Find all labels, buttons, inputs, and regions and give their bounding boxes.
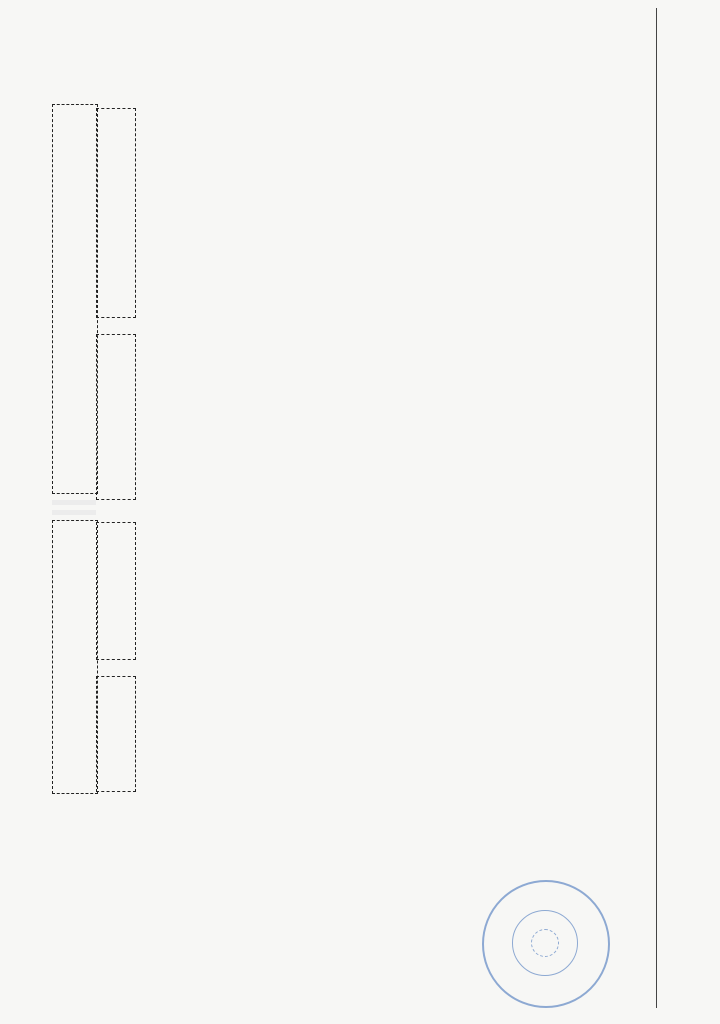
official-stamp xyxy=(482,880,610,1008)
timber-frame xyxy=(96,522,136,660)
right-margin-line xyxy=(656,8,657,1008)
stamp-inner-ring xyxy=(512,910,578,976)
capital-frame xyxy=(96,334,136,500)
other-frame xyxy=(96,676,136,792)
labour-frame xyxy=(96,108,136,318)
separator-band xyxy=(52,500,96,516)
inputs-frame xyxy=(52,104,98,494)
returns-frame xyxy=(52,520,98,794)
stamp-emblem xyxy=(531,929,559,957)
